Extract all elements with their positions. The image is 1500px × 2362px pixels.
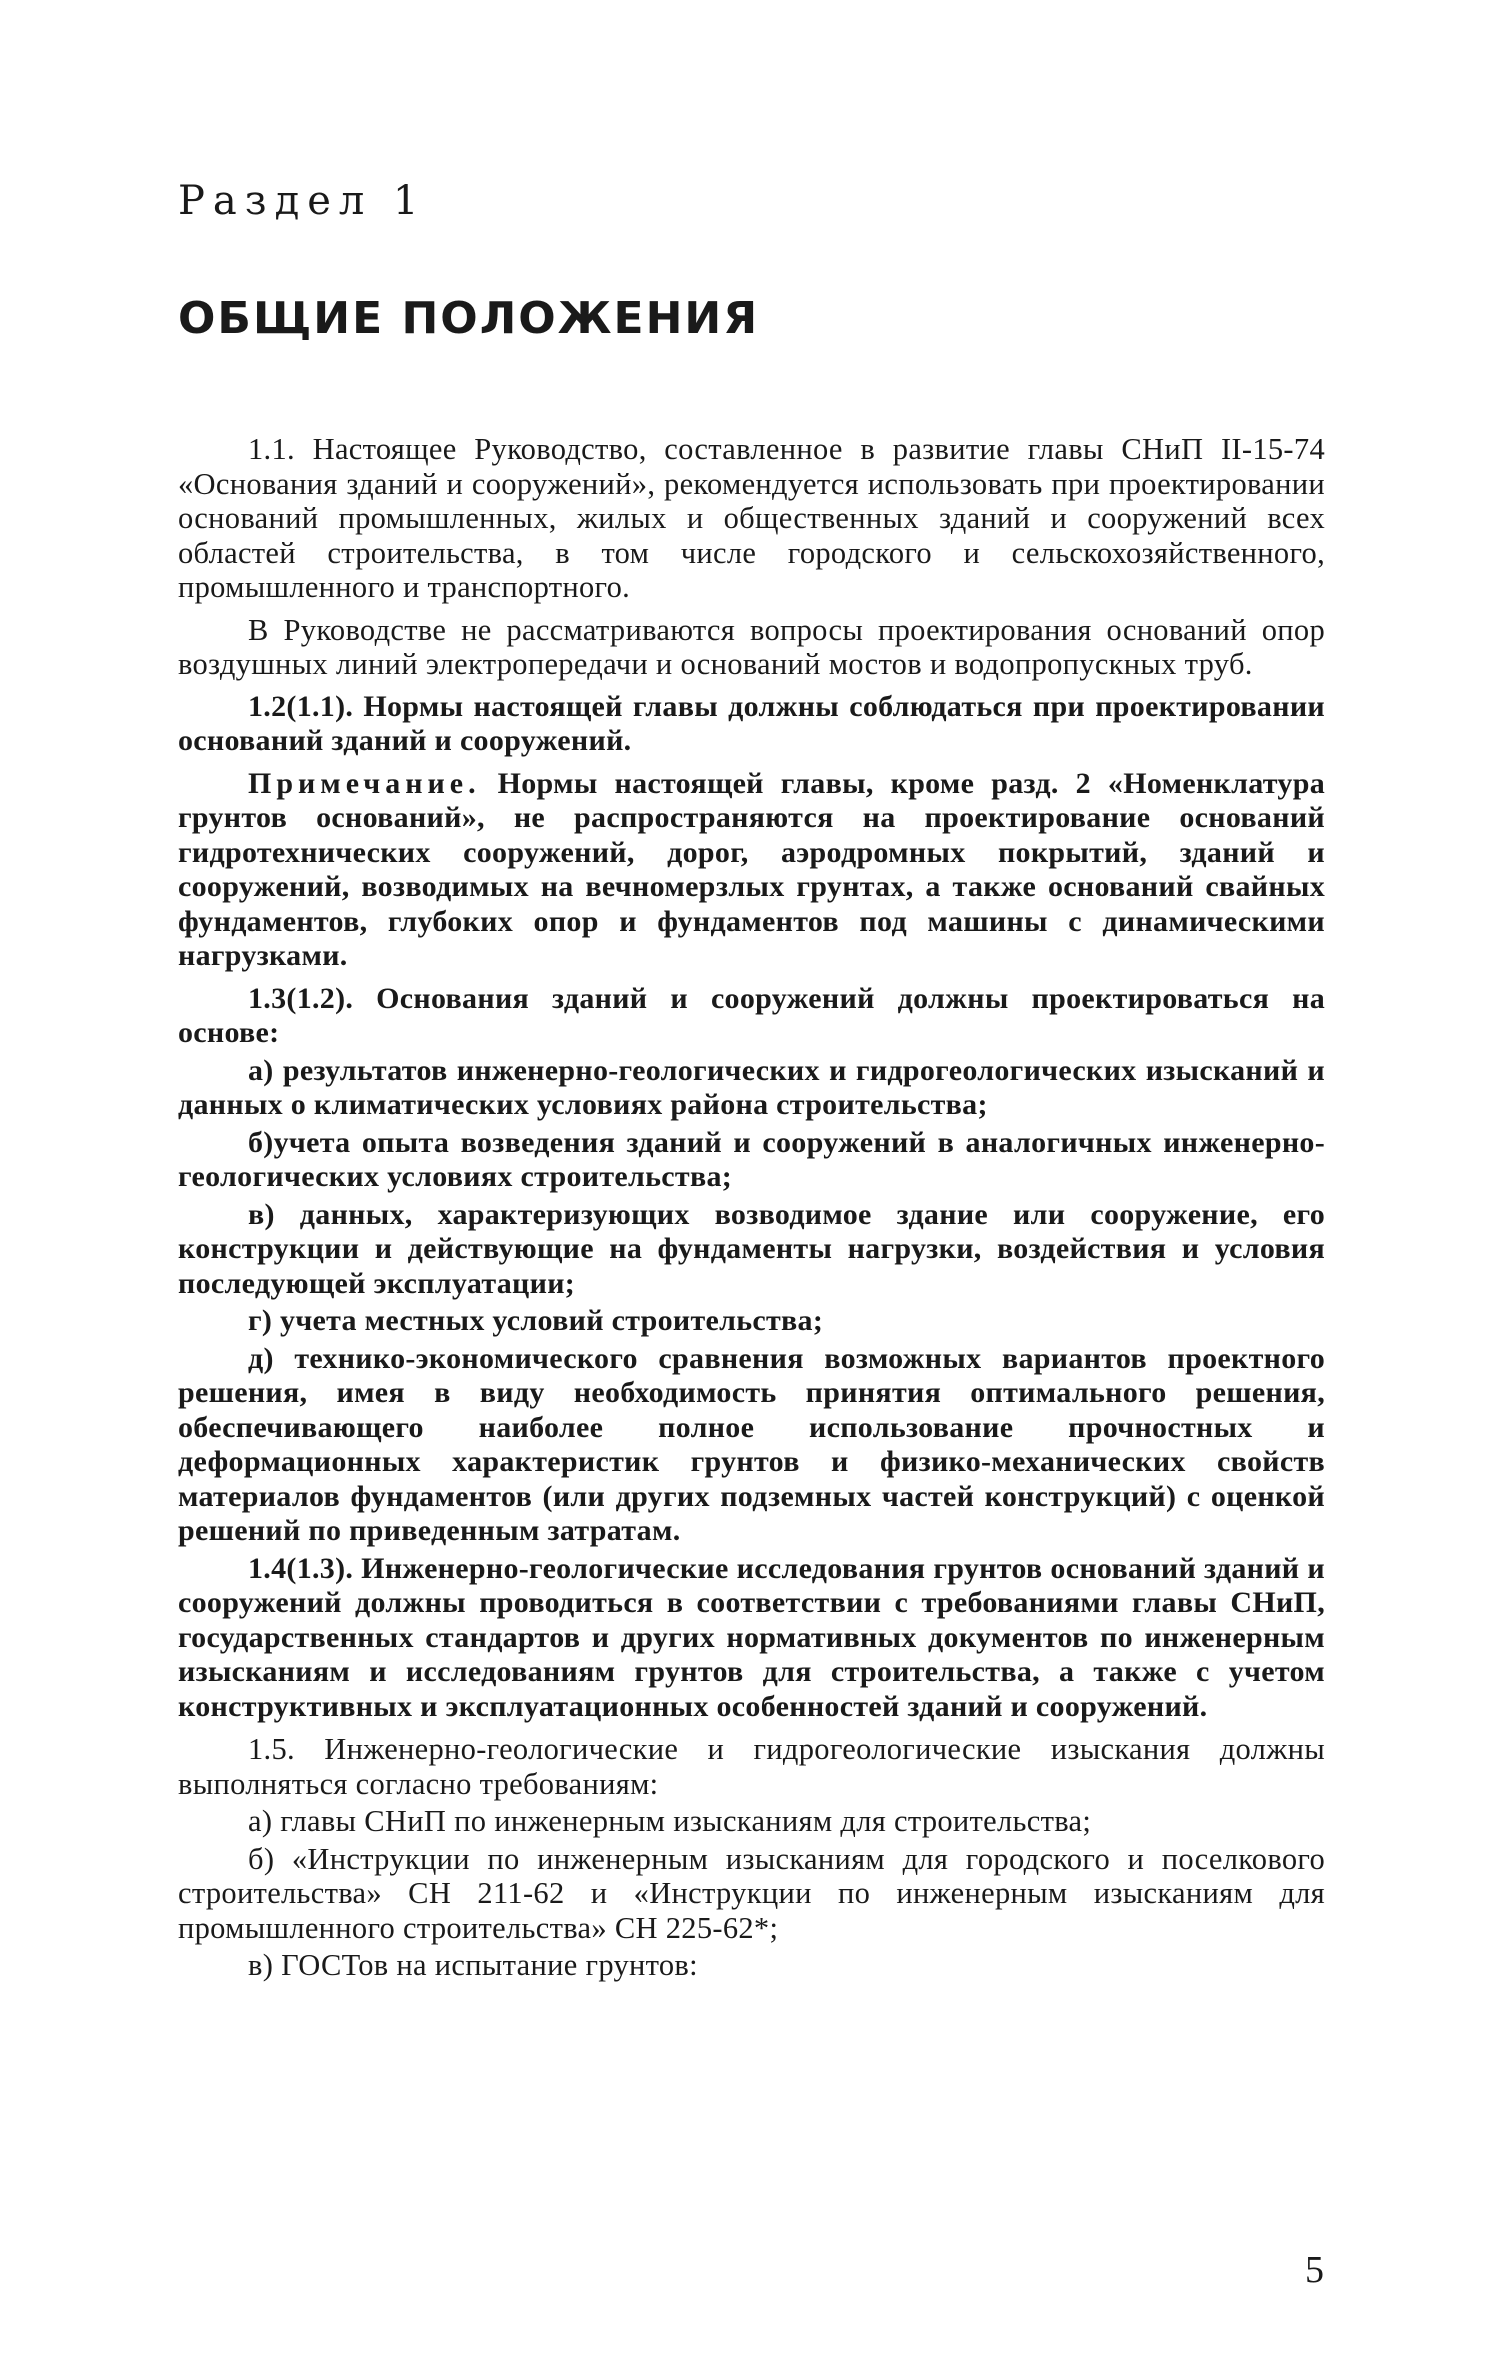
paragraph-1-2: 1.2(1.1). Нормы настоящей главы должны соблюдаться при проектировании оснований зданий и сооружений.: [178, 689, 1325, 757]
body-text: [178, 432, 1325, 1986]
list-item-1-5-a: а) главы СНиП по инженерным изысканиям для строительства;: [248, 1804, 1092, 1838]
page-number: 5: [1305, 2249, 1324, 2291]
note-paragraph: [178, 767, 1325, 974]
document-page: [178, 0, 1325, 2362]
list-item-1-3-a: а) результатов инженерно-геологических и гидрогеологических изысканий и данных о климатических условиях района строительства;: [178, 1053, 1325, 1121]
list-item-1-3-v: в) данных, характеризующих возводимое здание или сооружение, его конструкции и действующие на фундаменты нагрузки, воздействия и условия последующей эксплуатации;: [178, 1197, 1325, 1300]
paragraph-1-1: 1.1. Настоящее Руководство, составленное в развитие главы СНиП II-15-74 «Основания зданий и сооружений», рекомендуется использовать при проектировании оснований промышленных, жилых и общественных зданий и сооружений всех областей строительства, в том числе городского и сельскохозяйственного, промышленного и транспортного.: [178, 432, 1325, 604]
section-title: ОБЩИЕ ПОЛОЖЕНИЯ: [178, 293, 760, 344]
paragraph-1-3: 1.3(1.2). Основания зданий и сооружений должны проектироваться на основе:: [178, 981, 1325, 1049]
list-item-1-5-v: в) ГОСТов на испытание грунтов:: [248, 1948, 698, 1982]
note-label: Примечание.: [248, 766, 481, 800]
note-text: Нормы настоящей главы, кроме разд. 2 «Номенклатура грунтов оснований», не распространяются на проектирование оснований гидротехнических сооружений, дорог, аэродромных покрытий, зданий и сооружений, возводимых на вечномерзлых грунтах, а также оснований свайных фундаментов, глубоких опор и фундаментов под машины с динамическими нагрузками.: [178, 766, 1325, 972]
list-item-1-3-g: г) учета местных условий строительства;: [248, 1304, 824, 1337]
paragraph-1-1-continued: В Руководстве не рассматриваются вопросы проектирования оснований опор воздушных линий электропередачи и оснований мостов и водопропускных труб.: [178, 612, 1325, 681]
section-label: Раздел 1: [178, 178, 427, 224]
paragraph-1-5: 1.5. Инженерно-геологические и гидрогеологические изыскания должны выполняться согласно требованиям:: [178, 1732, 1325, 1801]
paragraph-1-4: 1.4(1.3). Инженерно-геологические исследования грунтов оснований зданий и сооружений должны проводиться в соответствии с требованиями главы СНиП, государственных стандартов и других нормативных документов по инженерным изысканиям и исследованиям грунтов для строительства, а также с учетом конструктивных и эксплуатационных особенностей зданий и сооружений.: [178, 1551, 1325, 1723]
list-item-1-3-b: б)учета опыта возведения зданий и сооружений в аналогичных инженерно-геологических условиях строительства;: [178, 1125, 1325, 1193]
list-item-1-3-d: д) технико-экономического сравнения возможных вариантов проектного решения, имея в виду необходимость принятия оптимального решения, обеспечивающего наиболее полное использование прочностных и деформационных характеристик грунтов и физико-механических свойств материалов фундаментов (или других подземных частей конструкций) с оценкой решений по приведенным затратам.: [178, 1341, 1325, 1547]
list-item-1-5-b: б) «Инструкции по инженерным изысканиям для городского и поселкового строительства» СН 211-62 и «Инструкции по инженерным изысканиям для промышленного строительства» СН 225-62*;: [178, 1841, 1325, 1945]
